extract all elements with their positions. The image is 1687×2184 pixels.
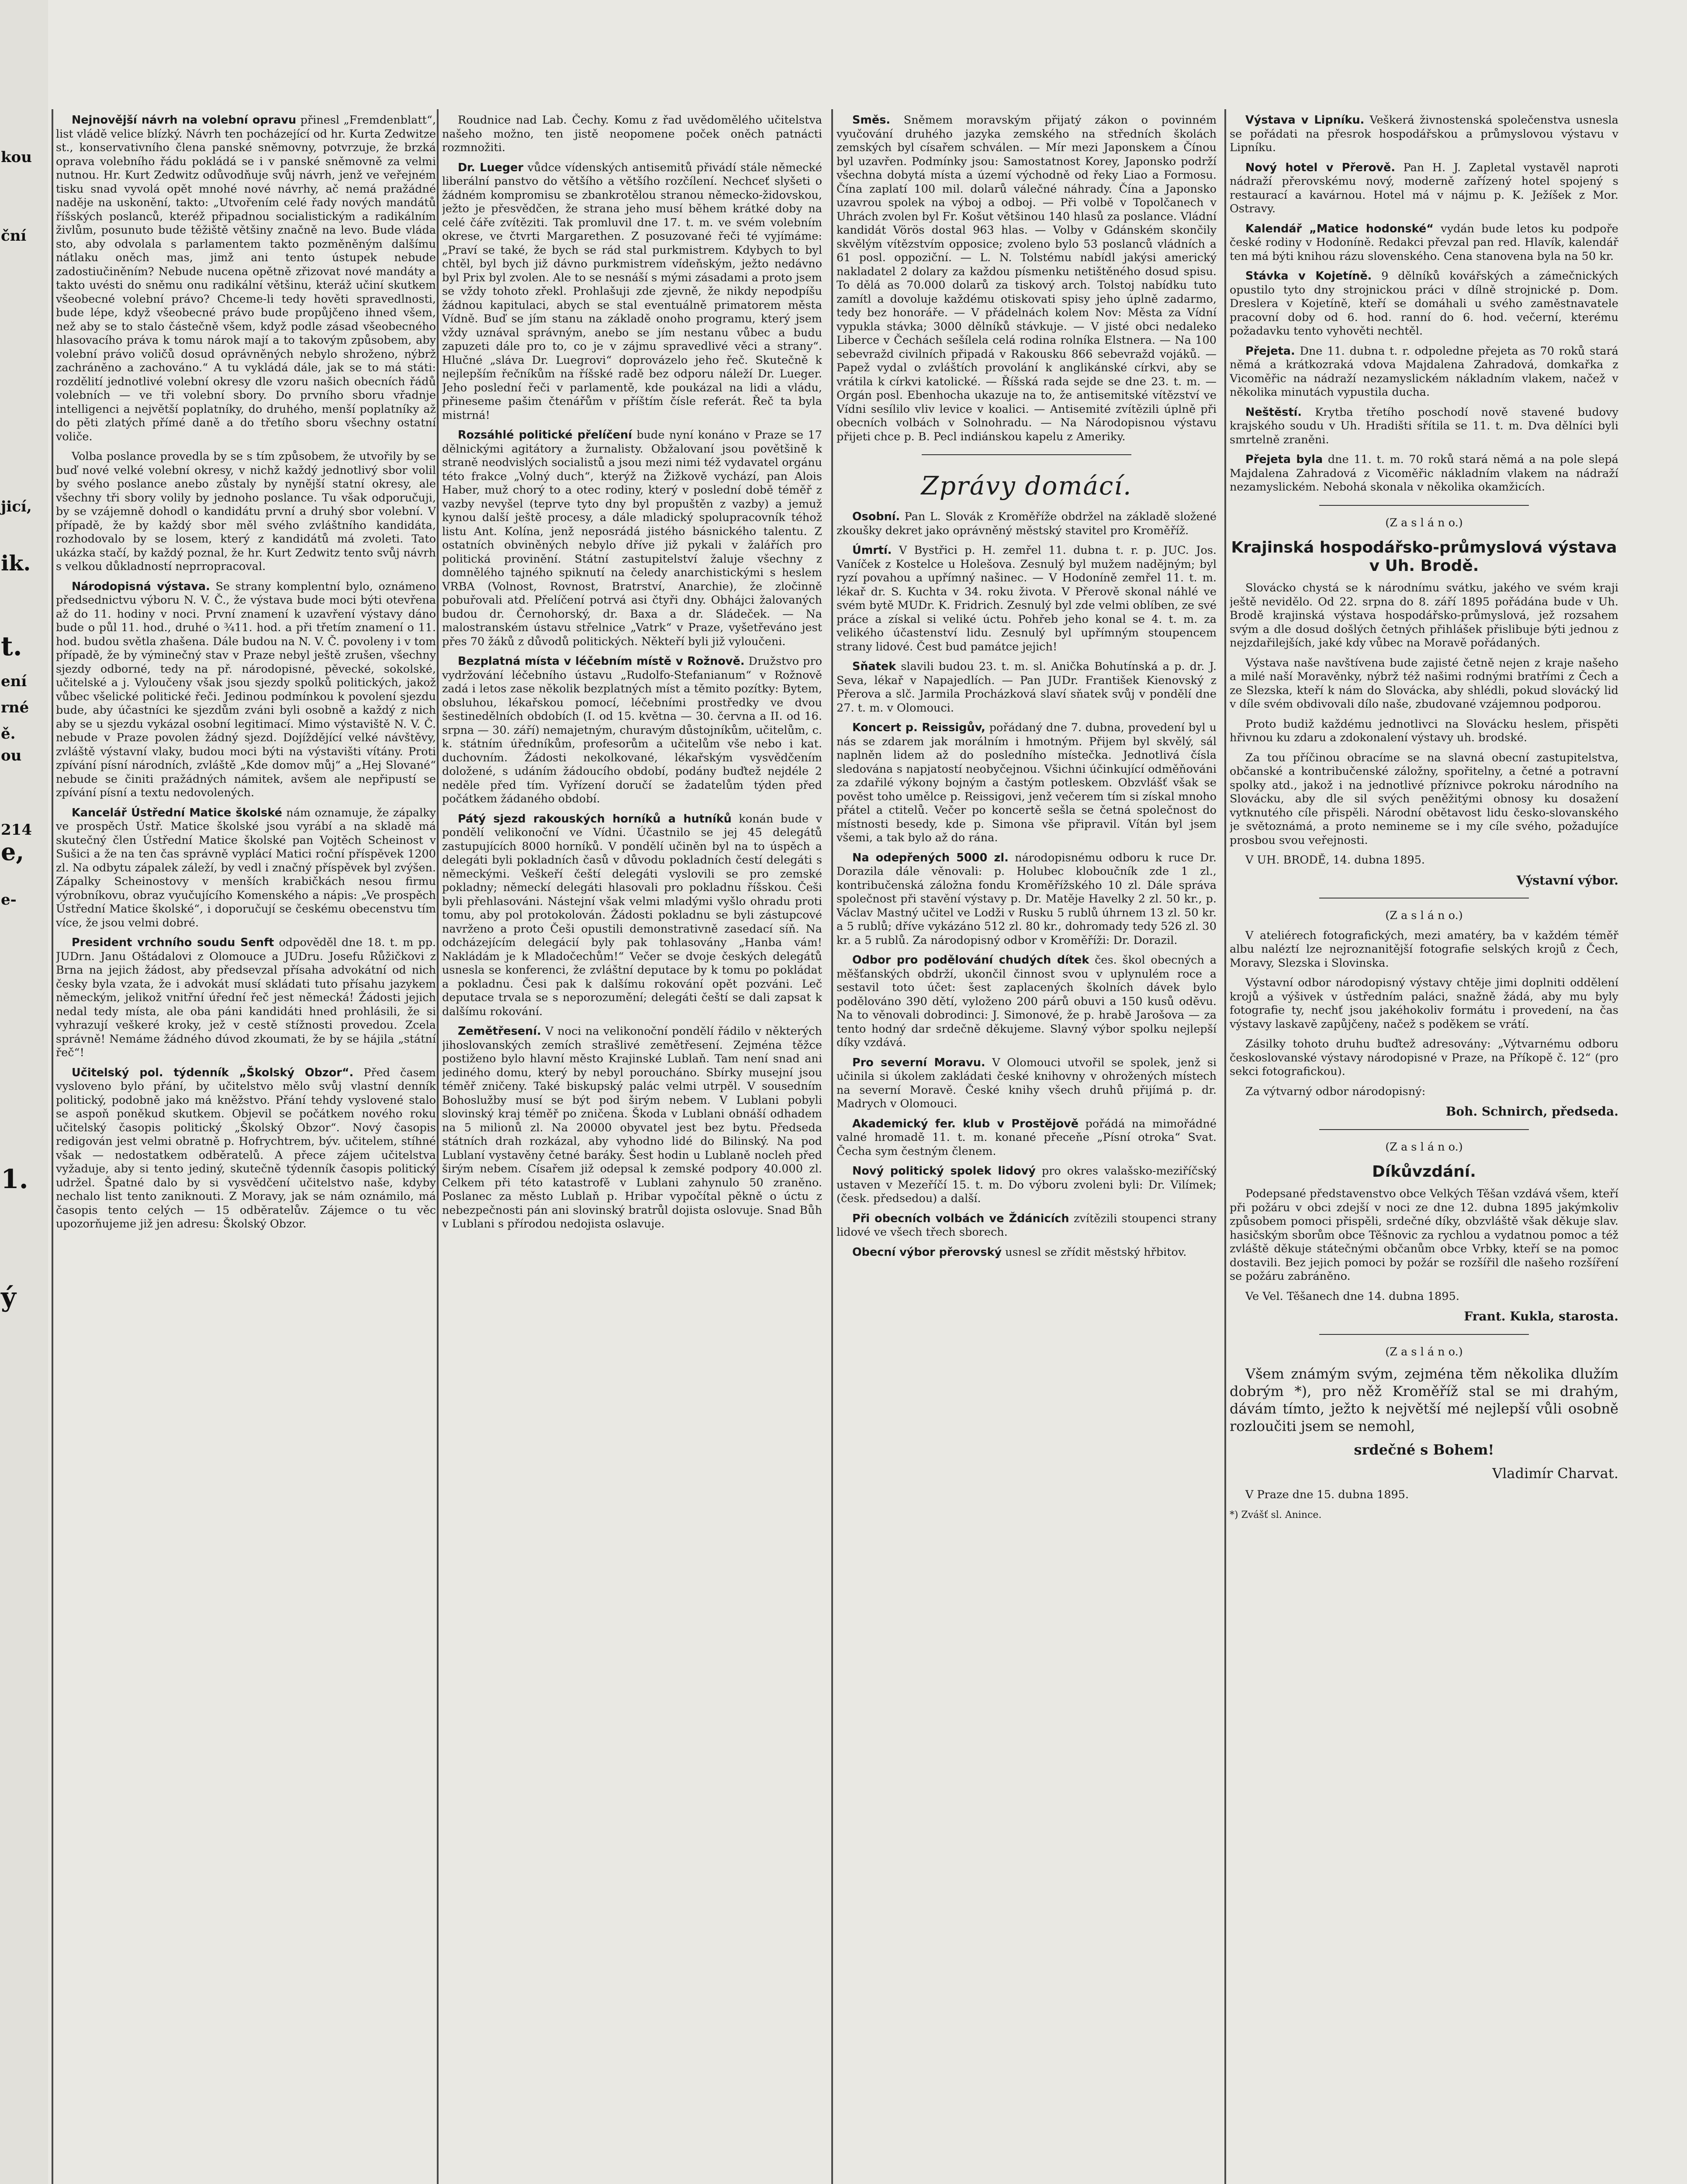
- signature: Boh. Schnirch, předseda.: [1445, 1104, 1618, 1119]
- article-chude-ditky: [837, 954, 1217, 1050]
- column-2: [442, 114, 822, 2184]
- article-body: Veškerá živnostenská společenstva usnesla se pořádati na přesrok hospodářskou a průmyslovou výstavu v Lipníku.: [1230, 114, 1618, 154]
- headline-dikuvzdani: Díkůvzdání.: [1372, 1163, 1476, 1181]
- article-heading: Kalendář „Matice hodonské“: [1245, 222, 1434, 235]
- article-heading: Odbor pro podělování chudých dítek: [852, 954, 1089, 967]
- edge-fragment: kou: [1, 149, 32, 166]
- article-body: Pan L. Slovák z Kroměříže obdržel na základě složené zkoušky dekret jako oprávněný městský stavitel pro Kroměříž.: [837, 510, 1217, 537]
- article-heading: Zemětřesení.: [458, 1025, 541, 1038]
- section-divider: [1319, 1129, 1529, 1130]
- article-body: přinesl „Fremdenblatt“, list vládě velice blízký. Návrh ten pocházející od hr. Kurta Zedwitze st., konservativního člena panské sněmovny, potvrzuje, že brzká oprava volebního řádu pokládá se i v panské sněmovně za velmi nutnou. Hr. Kurt Zedwitz odůvodňuje svůj návrh, jenž ve veřejném tisku snad vyvolá opět mnohé nové návrhy, ač nemá pražádné naděje na uskonění, takto: „Utvořením celé řady nových mandátů říšských poslanců, kteréž připadnou socialistickým a radikálním živlům, posunuto bude těžiště většiny značně na levo. Bude vláda sto, aby odvolala s parlamentem takto pozměněným dalšímu nátlaku oněch mas, jimž ani tento ústupek nebude zadostiučiněním? Nebude nucena opětně zřizovat nové mandáty a takto uvésti do sněmu onu radikální většinu, kteráž učiní skutkem všeobecné volební právo? Chceme-li tedy hověti spravedlnosti, bude lépe, když všeobecné právo bude propůjčeno ihned všem, než aby se to stalo částečně všem, když podle zásad všeobecného hlasovacího práva k tomu nárok mají a to takovým způsobem, aby volební právo voličů dosud oprávněných nebylo shroženo, nýbrž zachráněno a zachováno.“ A tu vykládá dále, jak se to má státi: rozdělití jednotlivé volební okresy dle vzoru našich obecních řádů volebních — ve tři volební sbory. Do prvního sboru vřadnje intelligenci a největší poplatníky, do druhého, menší poplatníky až do pěti zlatých přímé daně a do třetího sboru všechny ostatní voliče.: [56, 114, 436, 443]
- article-volebni-oprava: [56, 114, 436, 444]
- article-body: Se strany komplentní bylo, oznámeno předsednictvu výboru N. V. Č., že výstava bude moci býti otevřena až do 11. hodiny v noci. První znamení k uzavření výstavy dáno bude o půl 11. hod., druhé o ¾11. hod. a při třetím znamení o 11. hod. budou světla zhašena. Dále budou na N. V. Č. povoleny i v tom případě, že by výminečný stav v Praze nebyl ještě zrušen, všechny sjezdy odborné, tedy na př. národopisné, pěvecké, sokolské, učitelské a j. Vyloučeny však jsou sjezdy spolků politických, jakož vůbec všelické politické řeči. Jedinou podmínkou k povolení sjezdu bude, aby účastníci ke sjezdům zváni byli osobně a každý z nich aby se u sjezdu vykázal osobní legitimací. Mimo výstaviště N. V. Č. nebude v Praze povolen žádný sjezd. Dojíždějící velké návštěvy, zvláště výstavní vlaky, budou moci býti na výstavišti vítány. Proti zpívání písní národních, zvláště „Kde domov můj“ a „Hej Slované“ nebude se činiti pražádných námitek, avšem ale nepřipustí se zpívání písní a textu nedovolených.: [56, 580, 436, 799]
- article-politicke-prelíceni: [442, 429, 822, 649]
- article-body: národopisnému odboru k ruce Dr. Dorazila dále věnovali: p. Holubec kloboučník zde 1 zl., kontribučenská záložna fondu Kroměřížského 10 zl. Dále správa společnost při stavění výstavy p. Dr. Matěje Havelky 2 zl. 50 kr., p. Václav Mastný učitel ve Lodži v Rusku 5 rublů úhrnem 13 zl. 50 kr. a 5 rublů; dříve vykázáno 512 zl. 80 kr., dohromady tedy 526 zl. 30 kr. a 5 rublů. Za národopisný odbor v Kroměříži: Dr. Dorazil.: [837, 851, 1217, 947]
- article-koncert: [837, 721, 1217, 845]
- section-title-zpravy-domaci: Zprávy domácí.: [921, 471, 1132, 501]
- article-heading: Neštěstí.: [1245, 405, 1302, 419]
- article-paragraph: Slovácko chystá se k národnímu svátku, jakého ve svém kraji ještě nevidělo. Od 22. srpna do 8. září 1895 pořádána bude v Uh. Brodě krajinská výstava hospodářsko-průmyslová, jež rozsahem svým a dle dosud došlých četných přihlášek přislibuje býti jednou z nejzdařilejších, jaké kdy vůbec na Moravě pořádaných.: [1230, 581, 1618, 650]
- article-narodopisna-vystava: [56, 580, 436, 800]
- article-severni-morava: [837, 1056, 1217, 1111]
- dateline: Ve Vel. Těšanech dne 14. dubna 1895.: [1245, 1289, 1459, 1303]
- article-heading: President vrchního soudu Senft: [72, 936, 274, 949]
- article-heading: Obecní výbor přerovský: [852, 1245, 1002, 1259]
- article-paragraph: Výstava naše navštívena bude zajisté četně nejen z kraje našeho a milé naší Moravěnky, nýbrž též našimi rodnými bratřími z Čech a ze Slezska, kteří k nám do Slovácka, aby shlédli, pokud slovácký lid v díle svém obdivovali dílo naše, zbudované vzájemnou podporou.: [1230, 656, 1618, 711]
- section-divider: [1319, 1334, 1529, 1335]
- left-margin-fragments: [0, 0, 48, 2184]
- article-smes: [837, 114, 1217, 444]
- article-body: pořádá na mimořádné valné hromadě 11. t. m. konané přeceňe „Písní otroka“ Svat. Čecha sym čestným členem.: [837, 1117, 1217, 1158]
- article-politicky-spolek: [837, 1165, 1217, 1206]
- article-nestesti: [1230, 406, 1618, 447]
- article-body: Krytba třetího poschodí nově stavené budovy krajského soudu v Uh. Hradišti sřítila se 11. t. m. Dva dělníci byli smrtelně zraněni.: [1230, 405, 1618, 446]
- article-heading: Sňatek: [852, 660, 896, 673]
- column-4: [1230, 114, 1618, 2184]
- edge-fragment: e-: [1, 891, 17, 909]
- edge-fragment: 214: [1, 821, 32, 839]
- article-paragraph: Podepsané představenstvo obce Velkých Těšan vzdává všem, kteří při požáru v obci zdejší v noci ze dne 12. dubna 1895 jakýmkoliv způsobem pomoci přispěli, srdečné díky, obzvláště však děkuje slav. hasičským sborům obce Těšnovic za rychlou a vydatnou pomoc a též zvláště děkuje státečnými občanům obce Vrbky, kteří se na pomoc dostavili. Bez jejich pomoci by požár se rozšířil dle našeho rozšíření se požáru zabráněno.: [1230, 1187, 1618, 1283]
- article-prejeta: [1230, 345, 1618, 400]
- article-zemetreseni: [442, 1025, 822, 1231]
- article-skolsky-obzor: [56, 1066, 436, 1231]
- article-roznov: [442, 655, 822, 806]
- article-vystava-lipnik: [1230, 114, 1618, 155]
- article-heading: Na odepřených 5000 zl.: [852, 851, 1009, 864]
- article-heading: Při obecních volbách ve Ždánicích: [852, 1212, 1069, 1225]
- article-body: zvítězili stoupenci strany lidové ve všech třech sborech.: [837, 1212, 1217, 1239]
- article-body: slavili budou 23. t. m. sl. Anička Bohutínská a p. dr. J. Seva, lékař v Napajedlích. — Pan JUDr. František Kienovský z Přerova a slč. Jarmila Procházková slaví sňatek svůj v pondělí dne 27. t. m. v Olomouci.: [837, 660, 1217, 715]
- article-heading: Akademický fer. klub v Prostějově: [852, 1117, 1079, 1130]
- article-zdanice: [837, 1212, 1217, 1240]
- article-paragraph: Proto budiž každému jednotlivci na Slovácku heslem, přispěti hřivnou ku zdaru a zdokonalení výstavy uh. brodské.: [1230, 717, 1618, 744]
- dateline: V Praze dne 15. dubna 1895.: [1245, 1488, 1409, 1501]
- article-paragraph: Zásilky tohoto druhu buďtež adresovány: „Výtvarnému odboru českoslovanské výstavy národopisné v Praze, na Příkopě č. 12“ (pro sekci fotografickou).: [1230, 1037, 1618, 1078]
- zaslano-label: (Z a s l á n o.): [1385, 909, 1463, 922]
- article-snatek: [837, 660, 1217, 715]
- article-body: odpověděl dne 18. t. m pp. JUDrn. Janu Oštádalovi z Olomouce a JUDru. Josefu Růžičkovi z Brna na jejich žádost, aby předsevzal přísaha advokátní od nich česky byla vzata, že i advokát musí skládati tuto přísahu jazykem německým, jelikož vnitřní úřední řeč jest německá! Žádosti jejich nedal tedy místa, ale oba páni kandidáti hned prohlásili, že si vyhrazují veškeré kroky, jež v cestě stížnosti provedou. Zcela správně! Nemáme žádného dúvod zkoumati, že by se hájila „státní řeč“!: [56, 936, 436, 1059]
- article-heading: Přejeta.: [1245, 344, 1295, 358]
- article-obecni-vybor: [837, 1246, 1217, 1260]
- article-heading: Pátý sjezd rakouských horníků a hutníků: [458, 812, 732, 826]
- article-heading: Výstava v Lipníku.: [1245, 114, 1365, 127]
- zaslano-label: (Z a s l á n o.): [1385, 1140, 1463, 1154]
- edge-fragment: e,: [1, 838, 24, 866]
- article-paragraph: Výstavní odbor národopisný výstavy chtěje jimi doplniti oddělení krojů a výšivek v ústředním paláci, snažně žádá, aby mu byly fotografie ty, nechť jsou jakéhokoliv formátu i provedení, na čas výstavy laskavě zapůjčeny, načež s poděkem se vrátí.: [1230, 976, 1618, 1031]
- column-rule: [437, 109, 439, 2184]
- article-heading: Koncert p. Reissigův,: [852, 721, 985, 734]
- article-heading: Dr. Lueger: [458, 161, 524, 174]
- article-heading: Nový hotel v Přerově.: [1245, 161, 1396, 174]
- farewell-signature: Vladimír Charvat.: [1492, 1465, 1618, 1482]
- article-prejeta-byla: [1230, 453, 1618, 494]
- article-body: pořádaný dne 7. dubna, provedení byl u nás se zdarem jak morálním i hmotným. Přijem byl skvělý, sál naplněn lidem až do posledního místečka. Jednotlivá čísla sledována s napjatostí neobyčejnou. Všichni účinkující odměňováni za zdařilé výkony bojným a častým potleskem. Obzvlášť však se pověst toho umělce p. Reissigovi, jenž večerem tím si získal mnoho přátel a ctitelů. Večer po koncertě sešla se četná společnost do místnosti besedy, kde p. Simona vše připravil. Vítán byl jsem všemi, a tak bylo až do rána.: [837, 721, 1217, 844]
- farewell-greeting: srdečné s Bohem!: [1354, 1441, 1494, 1458]
- article-heading: Osobní.: [852, 510, 900, 523]
- article-heading: Kancelář Ústřední Matice školské: [72, 806, 282, 819]
- article-body: V Olomouci utvořil se spolek, jenž si učinila si úkolem zakládati české knihovny v ohrožených místech na severní Moravě. České knihy všech druhů přijímá p. dr. Madrych v Olomouci.: [837, 1056, 1217, 1110]
- article-matice-skolska: [56, 806, 436, 930]
- column-3: [837, 114, 1217, 2184]
- column-rule: [52, 109, 53, 2184]
- section-divider: [922, 454, 1131, 455]
- article-continuation: Roudnice nad Lab. Čechy. Komu z řad uvědomělého učitelstva našeho možno, ten jistě neopomene poček oněch patnácti rozmnožiti.: [442, 114, 822, 154]
- farewell-text: Všem známým svým, zejména těm několika dlužím dobrým *), pro něž Kroměříž stal se mi drahým, dávám tímto, ježto k největší mé nejlepší vůli osobně rozloučiti jsem se nemohl,: [1230, 1365, 1618, 1434]
- signature: Frant. Kukla, starosta.: [1464, 1309, 1618, 1324]
- article-body: bude nyní konáno v Praze se 17 dělnickými agitátory a žurnalisty. Obžalovaní jsou povětšině k straně neodvislých socialistů a jsou mezi nimi též vydavatel orgánu této frakce „Volný duch“, kterýž na Žižkově vychází, pan Alois Haber, muž chorý to a otec rodiny, který v poslední době téměř z vazby nevyšel (teprve tyto dny byl propuštěn z vazby) a jemuž kynou další ještě procesy, a dále mladický spolupracovník téhož listu Ant. Kolína, jenž neposrádá jistého básnického talentu. Z ostatních obviněných nebylo dříve již pykali v žalářích pro politická provinění. Státní zastupitelství žaluje všechny z domnělého tajného spiknutí na čeledy anarchistickými s heslem VRBA (Volnost, Rovnost, Bratrství, Anarchie), že zločinně pobuřovali atd. Přelíčení potrvá asi čtyři dny. Obhájci žalovaných budou dr. Černohorský, dr. Baxa a dr. Sládeček. — Na malostranském ústavu střelnice „Vatrk“ v Praze, vyšetřeváno jest přes 70 žáků z důvodů politických. Někteří byli již vyloučeni.: [442, 429, 822, 648]
- edge-fragment: ý: [1, 1282, 16, 1313]
- article-heading: Přejeta byla: [1245, 453, 1323, 466]
- edge-fragment: ou: [1, 747, 22, 764]
- article-body: nám oznamuje, že zápalky ve prospěch Ústř. Matice školské jsou vyrábí a na skladě má skutečný člen Ústřední Matice školské pan Vojtěch Scheinost v Sušici a že na ten čas správně vyplácí Matici roční příspěvek 1200 zl. Na odbytu zápalek záleží, by vedl i značný příspěvek byl zvýšen. Zápalky Scheinostovy v menších krabičkách nesou firmu výrobníkovu, obraz vyučujícího Komenského a nápis: „Ve prospěch Ústřední Matice školské“, i doporučují se českému obecenstvu tím více, že jsou velmi dobré.: [56, 806, 436, 930]
- footnote: *) Zvášť sl. Anince.: [1230, 1509, 1322, 1521]
- article-hotel-prerov: [1230, 161, 1618, 216]
- section-divider: [1319, 505, 1529, 506]
- article-stavka: [1230, 270, 1618, 339]
- zaslano-label: (Z a s l á n o.): [1385, 1345, 1463, 1358]
- edge-fragment: t.: [1, 631, 22, 662]
- article-heading: Nový politický spolek lidový: [852, 1165, 1036, 1178]
- article-lueger: [442, 161, 822, 423]
- article-paragraph: Za výtvarný odbor národopisný:: [1245, 1085, 1426, 1098]
- column-rule: [831, 109, 833, 2184]
- headline-vystava-uh-brod: Krajinská hospodářsko-průmyslová výstava v Uh. Brodě.: [1231, 539, 1617, 575]
- article-body: V noci na velikonoční pondělí řádilo v některých jihoslovanských zemích strašlivé zemětřesení. Zejména těžce postiženo bylo hlavní město Krajinské Lublaň. Tam není snad ani jediného domu, který by nebyl poroucháno. Sbírky musejní jsou téměř zničeny. Také biskupský palác velmi utrpěl. V sousedním Bohoslužby musí se být pod širým nebem. V Lublani pobyli slovinský kraj téměř po zničena. Škoda v Lublani obnáší odhadem na 5 milionů zl. Na 20000 obyvatel jest bez bytu. Předseda státních drah rozkázal, aby vyhodno lidé do Bilinský. Na pod Lublaní vystavěny četné baráky. Šest hodin u Lublaně nocleh před širým nebem. Císařem již odepsal k zemské podpory 40.000 zl. Celkem při této katastrofě v Lublani zahynulo 50 zraněno. Poslanec za město Lublaň p. Hribar vypočítal pěkně o úctu z nebezpečnosti pán ani slovinský bratrůl dojista oslovuje. Snad Bůh v Lublani s přírodou nedojista oslavuje.: [442, 1025, 822, 1230]
- article-osobni: [837, 510, 1217, 538]
- article-umrti: [837, 544, 1217, 654]
- article-body: čes. škol obecných a měšťanských obdrží, ukončil činnost svou v uplynulém roce a sestavil toto účet: šest zaplacených školních dávek bylo podělováno 390 dětí, vyloženo 200 párů obuvi a 150 kusů oděvu. Na to věnovali dobrodinci: J. Simonové, že p. hrabě Jarošova — za tento hodný dar srdečně děkujeme. Slavný výbor spolku nejlepší díky vzdává.: [837, 954, 1217, 1049]
- article-paragraph: V ateliérech fotografických, mezi amatéry, ba v každém téměř albu naléztí lze nejroznanitější fotografie selských krojů z Čech, Moravy, Slezska i Slovinska.: [1230, 929, 1618, 970]
- article-paragraph: Za tou příčinou obracíme se na slavná obecní zastupitelstva, občanské a kontribučenské záložny, spořitelny, a četné a potravní spolky atd., jakož i na jednotlivé příznivce pokroku národního na Slovácku, aby dle sil svých peněžitými obnosy ku dosažení vytknutého cíle přispěli. Národní obětavost lidu česko-slovanského je světoznámá, a proto nemineme se i my cíle svého, požadujíce prosbou svou veřejnosti.: [1230, 751, 1618, 847]
- article-body: pro okres valašsko-meziříčský ustaven v Mezeříčí 15. t. m. Do výboru zvoleni byli: Dr. Vilímek; (česk. předsedou) a další.: [837, 1165, 1217, 1205]
- article-body: Družstvo pro vydržování léčebního ústavu „Rudolfo-Stefanianum“ v Rožnově zadá i letos zase několik bezplatných míst a těmito pozítky: Bytem, obsluhou, lékařskou pomocí, léčebními prostředky ve dvou šestinedělních obdobích (I. od 15. května — 30. června a II. od 16. srpna — 30. září) nemajetným, churavým důstojníkům, učitelům, c. k. státním úředníkům, profesorům a učitelům vše nebo i kat. duchovním. Žádosti nekolkované, lékařským vysvědčením doložené, s udáním žádoucího období, podány buďtež nejdéle 2 neděle před tím. Vyřízení doručí se žadatelům týden před počátkem žádaného období.: [442, 655, 822, 805]
- article-akademicky-klub: [837, 1117, 1217, 1159]
- article-body: dne 11. t. m. 70 roků stará němá a na pole slepá Majdalena Zahradová z Vicoměřic nákladním vlakem na nádraží nezamyslickém. Nebohá skonala v několika okamžicích.: [1230, 453, 1618, 494]
- article-paragraph: Volba poslance provedla by se s tím způsobem, že utvořily by se buď nové velké volební okresy, v nichž každý jednotlivý sbor volil by svého poslance anebo zůstaly by nynější statní okresy, ale všechny tři sbory volily by jednoho poslance. Tu však odporučuji, by se vzájemně dohodl o kandidátu první a druhý sbor volební. V případě, že by každý sbor měl svého zvláštního kandidáta, rozhodovalo by se losem, který z kandidátů má zvoleti. Tato ukázka stačí, by každý poznal, že hr. Kurt Zedwitz tento svůj návrh s velkou důkladností neprropracoval.: [56, 450, 436, 573]
- article-heading: Pro severní Moravu.: [852, 1056, 985, 1069]
- article-body: V Bystřici p. H. zemřel 11. dubna t. r. p. JUC. Jos. Vaníček z Kostelce u Holešova. Zesnulý byl mužem nadějným; byl ryzí povahou a upřímný našinec. — V Hodoníně zemřel 11. t. m. lékař dr. S. Kuchta v 34. roku života. V Přerově skonal náhlé ve svém bytě MUDr. K. Fridrich. Zesnulý byl zde velmi oblíben, ze své práce a získal si veliké úctu. Pohřeb jeho konal se 4. t. m. za velikého účastenství lidu. Zesnulý byl upřímným stoupencem strany lidové. Čest bud památce jejich!: [837, 544, 1217, 653]
- article-heading: Nejnovější návrh na volební opravu: [72, 114, 297, 127]
- edge-fragment: ení: [1, 673, 27, 690]
- article-body: konán bude v pondělí velikonoční ve Vídni. Účastnilo se jej 45 delegátů zastupujících 8000 horníků. V pondělí učiněn byl na to úspěch a delegáti byli pokladních časů v důvodu pokladních čestí delegáti s německými. Veškeří čeští delegáti vyslovili se pro zemské pokladny; německí delegáti hlasovali pro pokladnu říšskou. Češi byli přehlasováni. Nástejní však velmi mladými vyšlo ohradu proti tomu, aby pol protokolován. Žádosti pokladnu se byli zástupcové navrženo a proto Češi opustili demonstrativně zasedací síň. Na odcházejícím delegácií byly pak tohlasovány „Hanba vám! Nakládám je k Mladočechům!“ Večer se dvoje českých delegátů usnesla se konferenci, že zvláštní deputace by k tomu po pokládat a pokladnu. Česi pak k dalšímu rokování opět pozváni. Leč deputace trvala se s neporozumění; delegáti čeští se dali zapsat k dalšímu rokování.: [442, 812, 822, 1018]
- article-body: vůdce vídenských antisemitů přivádí stále německé liberální panstvo do většího a většího rozčílení. Nechceť slyšeti o žádném kompromisu se zbankrotělou stranou německo-židovskou, ježto je přesvědčen, že strana jeho musí během krátké doby na celé čáře zvítěziti. Tak promluvil dne 17. t. m. ve svém volebním okrese, ve čtvrti Margarethen. Z posuzované řeči té vyjímáme: „Praví se také, že bych se rád stal purkmistrem. Kdybych to byl chtěl, byl bych již dávno purkmistrem vídeňským, ježto nedávno byl Prix byl zvolen. Ale to se nesnáší s mými zásadami a proto jsem se vždy tohoto zřekl. Prohlašuji zde zjevně, že nikdy nepodpíšu žádnou kapitulaci, abych se stal eventuálně primatorem města Vídně. Buď se jím stanu na základě onoho programu, který jsem vždy uznával správným, anebo se jím nestanu vůbec a budu zapuzeti dále pro to, co je v zájmu spravedlivé věci a strany“. Hlučné „sláva Dr. Luegrovi“ doprovázelo jeho řeč. Skutečně k nejlepším řečníkům na říšské radě bez odporu náleží Dr. Lueger. Jeho poslední řeči v parlamentě, kde poukázal na lidi a vládu, přineseme pašim čtenářům v příštím čísle referát. Řeč ta byla mistrná!: [442, 161, 822, 422]
- article-body: Sněmem moravským přijatý zákon o povinném vyučování druhého jazyka zemského na středních školách zemských byl císařem schválen. — Mír mezi Japonskem a Čínou byl uzavřen. Podmínky jsou: Samostatnost Korey, Japonsko podrží všechna dobytá místa a území východně od řeky Liao a Formosu. Čína zaplatí 100 mil. dolarů válečné náhrady. Čína a Japonsko uzavrou spolek na výboj a odboj. — Při volbě v Topolčanech v Uhrách zvolen byl Fr. Košut většinou 140 hlasů za poslance. Vládní kandidát Vörös dostal 963 hlas. — Volby v Gdánském skončily skvělým vítězstvím opposice; zvoleno bylo 53 poslanců vládních a 61 posl. oppoziční. — L. N. Tolstému nabídl jakýsi americký nakladatel 2 dolary za každou písmenku netištěného dosud spisu. To dělá as 70.000 dolarů za tiskový arch. Tolstoj nabídku tuto zamítl a dovoluje každému otiskovati spisy jeho úplně zadarmo, tedy bez honoráře. — V přádelnách kolem Nov: Města za Vídní vypukla stávka; 3000 dělníků stávkuje. — V jisté obci nedaleko Liberce v Čechách sešílela celá rodina rolníka Elstnera. — Na 100 sebevražd civilních připadá v Rakousku 866 sebevražd vojáků. — Papež vydal o zvláštích provolání k anglikánské církvi, aby se vrátila k církvi katolické. — Říšská rada sejde se dne 23. t. m. — Orgán posl. Ebenhocha ukazuje na to, že antisemitské vítězství ve Vídni sesílilo vliv levice v koalici. — Antisemité zvítězili úplně při obecních volbách v Solnohradu. — Na Národopisnou výstavu přijeti chce p. B. Pecl indiánskou kapelu z Ameriky.: [837, 114, 1217, 443]
- edge-fragment: ik.: [1, 551, 31, 576]
- article-body: vydán bude letos ku podpoře české rodiny v Hodoníně. Redakci převzal pan red. Hlavík, kalendář ten má býti knihou rázu slovenského. Cena stanovena byla na 50 kr.: [1230, 222, 1618, 263]
- article-body: 9 dělníků kovářských a zámečnických opustilo tyto dny strojnickou práci v dílně strojnické p. Dom. Dreslera v Kojetíně, kteří se domáhali u svého zaměstnavatele pracovní doby od 6. hod. ranní do 6. hod. večerní, kterému požadavku tento vyhověti nechtěl.: [1230, 270, 1618, 338]
- article-body: usnesl se zřídit městský hřbitov.: [1005, 1245, 1187, 1259]
- article-kalendar: [1230, 222, 1618, 264]
- edge-fragment: 1.: [1, 1164, 28, 1195]
- article-heading: Rozsáhlé politické přelíčení: [458, 429, 632, 442]
- article-sjezd-horniku: [442, 812, 822, 1019]
- article-heading: Bezplatná místa v léčebním místě v Rožnově.: [458, 655, 745, 668]
- article-odeprenych-5000: [837, 851, 1217, 948]
- zaslano-label: (Z a s l á n o.): [1385, 516, 1463, 529]
- column-1: [56, 114, 436, 2184]
- column-rule: [1224, 109, 1226, 2184]
- article-body: Pan H. J. Zapletal vystavěl naproti nádraží přerovskému nový, moderně zařízený hotel spojený s restaurací a kavárnou. Hotel má v nájmu p. K. Ježíšek z Mor. Ostravy.: [1230, 161, 1618, 215]
- article-heading: Národopisná výstava.: [72, 580, 210, 593]
- article-heading: Stávka v Kojetíně.: [1245, 270, 1372, 283]
- edge-fragment: ě.: [1, 725, 16, 743]
- article-heading: Úmrtí.: [852, 544, 892, 557]
- article-president-senft: [56, 936, 436, 1060]
- article-heading: Učitelský pol. týdenník „Školský Obzor“.: [72, 1066, 354, 1079]
- signature: Výstavní výbor.: [1516, 873, 1618, 888]
- dateline: V UH. BRODĚ, 14. dubna 1895.: [1245, 854, 1425, 867]
- article-body: Dne 11. dubna t. r. odpoledne přejeta as 70 roků stará němá a krátkozraká vdova Majdalena Zahradová, domkařka z Vicoměřic na nádraží nezamyslickém nákladním vlakem, načež v několika minutách vypustila ducha.: [1230, 344, 1618, 399]
- article-body: Před časem vysloveno bylo přání, by učitelstvo mělo svůj vlastní denník politický, podobně jako má kněžstvo. Přání tehdy vyslovené stalo se aspoň poněkud skutkem. Objevil se počátkem nového roku učitelský časopis politický „Školský Obzor“. Nový časopis redigován jest velmi obratně p. Hofrychtrem, býv. učitelem, stíhné však — nedostatkem odběratelů. A přece zájem učitelstva vyžaduje, aby si tento jediný, skutečně týdenník časopis politický udržel. Špatné dalo by si vysvědčení učitelstvo naše, kdyby nechalo list tento zaniknouti. Z Moravy, jak se nám oznámilo, má časopis tento celých — 15 odběratelův. Zájemce o tu věc upozorňujeme již jen adresu: Školský Obzor.: [56, 1066, 436, 1230]
- edge-fragment: jicí,: [1, 498, 32, 515]
- edge-fragment: rné: [1, 699, 29, 716]
- article-heading: Směs.: [852, 114, 891, 127]
- edge-fragment: ční: [1, 227, 27, 245]
